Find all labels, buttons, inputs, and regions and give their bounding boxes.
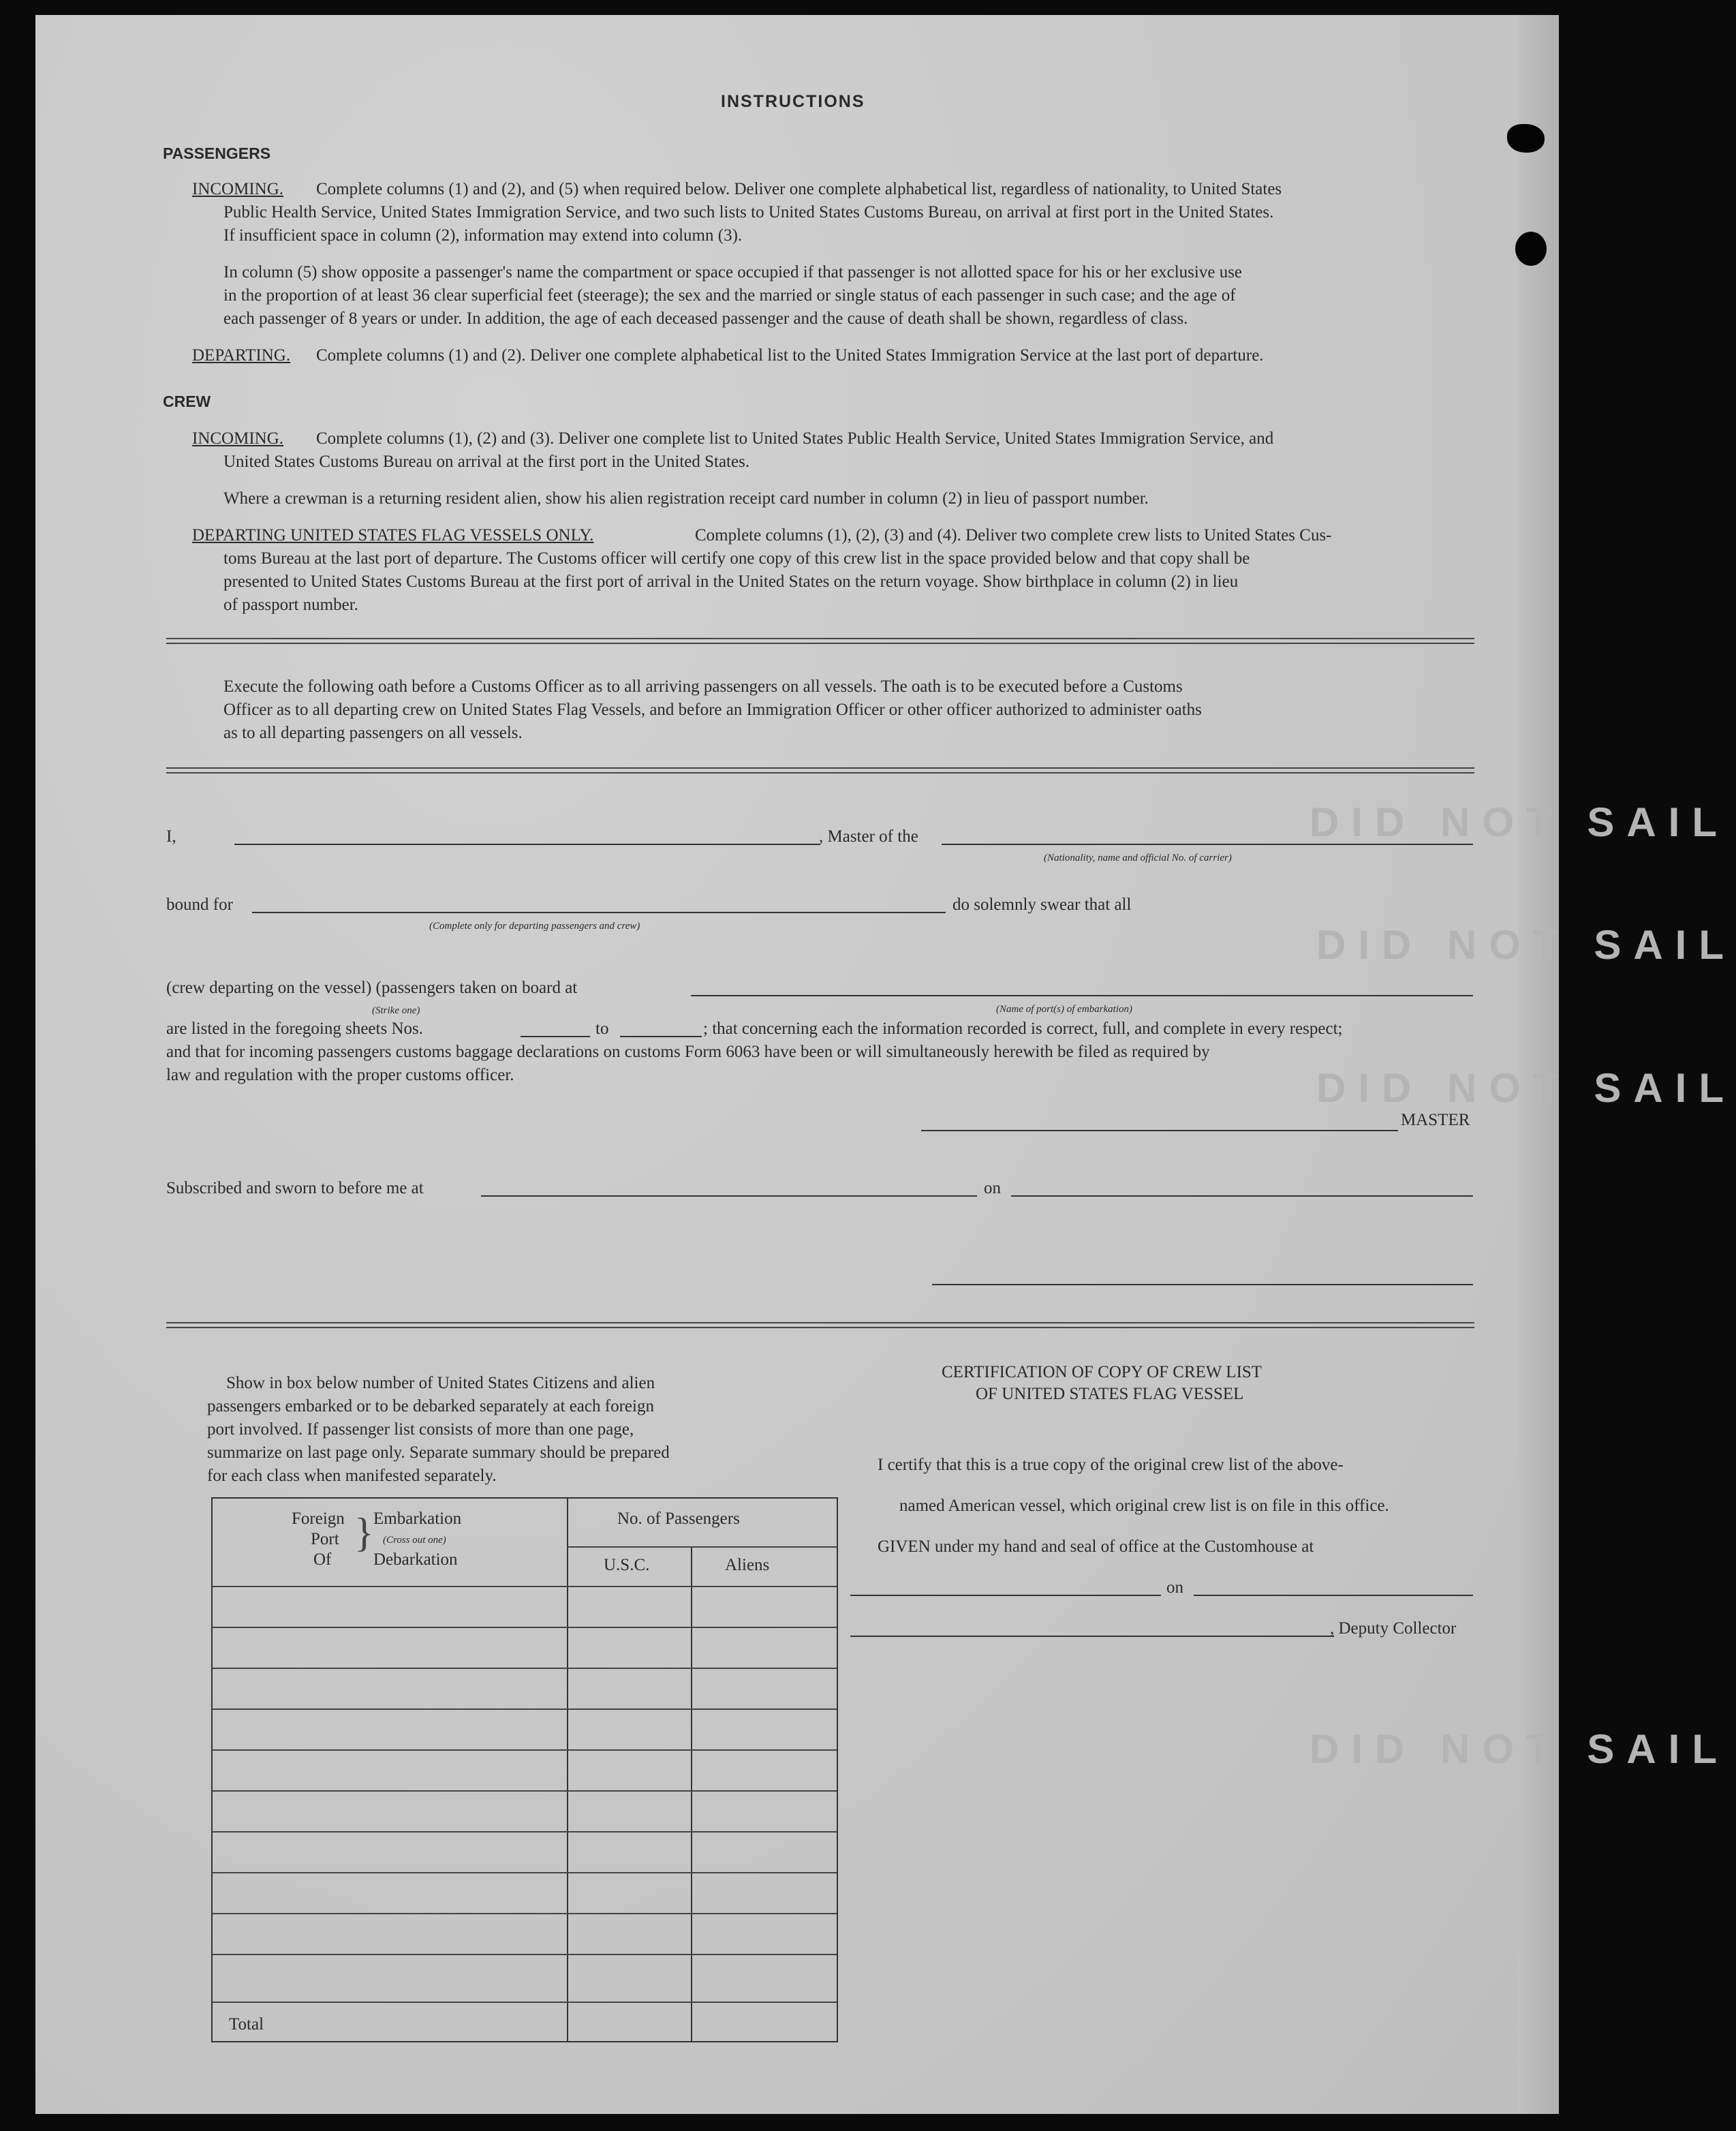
to-label: to (595, 1019, 609, 1038)
embarkation-ports-field[interactable] (691, 995, 1473, 996)
passengers-incoming-label: INCOMING. (192, 180, 284, 198)
certification-text: GIVEN under my hand and seal of office at the Customhouse at (878, 1537, 1314, 1556)
master-name-field[interactable] (234, 844, 820, 845)
column5-text: in the proportion of at least 36 clear superficial feet (steerage); the sex and the married or single status of each passenger in such case; and the age of (223, 286, 1236, 305)
table-row (213, 1790, 837, 1792)
sheet-from-field[interactable] (521, 1036, 590, 1037)
table-row (213, 1668, 837, 1669)
sheet-to-field[interactable] (620, 1036, 702, 1037)
crew-incoming-text: United States Customs Bureau on arrival at the first port in the United States. (223, 453, 750, 471)
table-total-row (213, 2002, 837, 2003)
subscribed-label: Subscribed and sworn to before me at (166, 1179, 424, 1197)
page-title: INSTRUCTIONS (721, 92, 865, 111)
on-label: on (984, 1179, 1001, 1197)
port-label: Port (311, 1530, 339, 1548)
passengers-departing-label: DEPARTING. (192, 346, 291, 365)
cross-out-note: (Cross out one) (383, 1535, 446, 1546)
crew-heading: CREW (163, 393, 211, 410)
crew-departing-text: toms Bureau at the last port of departure. The Customs officer will certify one copy of this crew list in the space provided below and that copy shall be (223, 549, 1250, 568)
section-divider (166, 638, 1474, 644)
aliens-column-header: Aliens (725, 1556, 770, 1574)
master-of-label: , Master of the (819, 827, 918, 846)
oath-instruction: Execute the following oath before a Customs Officer as to all arriving passengers on all vessels. The oath is to be executed before a Customs (223, 677, 1183, 696)
sworn-place-field[interactable] (481, 1195, 977, 1197)
crew-departing-text: (crew departing on the vessel) (passengers taken on board at (166, 979, 578, 997)
table-column-divider (567, 1499, 568, 2041)
brace-glyph: } (354, 1510, 374, 1555)
embarkation-label: Embarkation (373, 1509, 462, 1528)
bleed-through-text: DID NOT SAIL (1309, 1726, 1729, 1772)
table-row (213, 1749, 837, 1751)
oath-instruction: Officer as to all departing crew on United States Flag Vessels, and before an Immigration Officer or other officer authorized to administer oaths (223, 701, 1202, 719)
bound-for-field[interactable] (252, 912, 946, 913)
crew-incoming-label: INCOMING. (192, 429, 284, 448)
foreign-label: Foreign (292, 1509, 345, 1528)
passengers-incoming-text: If insufficient space in column (2), information may extend into column (3). (223, 226, 743, 245)
sworn-date-field[interactable] (1011, 1195, 1473, 1197)
concerning-text: ; that concerning each the information recorded is correct, full, and complete in every respect; (703, 1019, 1343, 1038)
summary-text: port involved. If passenger list consists of more than one page, (207, 1420, 634, 1439)
complete-note: (Complete only for departing passengers and crew) (429, 921, 640, 932)
certification-text: I certify that this is a true copy of the original crew list of the above- (878, 1456, 1344, 1474)
law-text: law and regulation with the proper customs officer. (166, 1066, 514, 1084)
master-signature-field[interactable] (921, 1130, 1398, 1131)
bleed-through-text: DID NOT SAIL (1309, 799, 1729, 845)
table-row (213, 1872, 837, 1873)
table-row (213, 1708, 837, 1710)
table-row (213, 1627, 837, 1628)
law-text: and that for incoming passengers customs baggage declarations on customs Form 6063 have been or will simultaneously herewith be filed as required by (166, 1043, 1210, 1061)
certification-title: CERTIFICATION OF COPY OF CREW LIST (942, 1363, 1262, 1381)
document-page (35, 15, 1736, 2114)
column5-text: each passenger of 8 years or under. In addition, the age of each deceased passenger and the cause of death shall be shown, regardless of class. (223, 309, 1188, 328)
customhouse-field[interactable] (850, 1595, 1161, 1596)
crew-resident-text: Where a crewman is a returning resident alien, show his alien registration receipt card number in column (2) in lieu of passport number. (223, 489, 1149, 508)
punch-hole (1507, 124, 1545, 153)
no-passengers-label: No. of Passengers (617, 1509, 740, 1528)
column5-text: In column (5) show opposite a passenger's name the compartment or space occupied if that passenger is not allotted space for his or her exclusive use (223, 263, 1243, 281)
table-row (213, 1913, 837, 1914)
certification-title: OF UNITED STATES FLAG VESSEL (976, 1385, 1244, 1403)
listed-text: are listed in the foregoing sheets Nos. (166, 1019, 423, 1038)
table-row (213, 1831, 837, 1833)
table-row (213, 1954, 837, 1955)
section-divider (166, 767, 1474, 773)
passengers-incoming-text: Complete columns (1) and (2), and (5) when required below. Deliver one complete alphabetical list, regardless of nationality, to United States (316, 180, 1282, 198)
carrier-field[interactable] (942, 844, 1473, 845)
crew-departing-text: presented to United States Customs Bureau at the first port of arrival in the United States on the return voyage. Show birthplace in column (2) in lieu (223, 572, 1239, 591)
summary-text: Show in box below number of United States Citizens and alien (226, 1374, 655, 1392)
crew-departing-text: of passport number. (223, 596, 358, 614)
certification-on-label: on (1166, 1578, 1183, 1597)
bound-for-label: bound for (166, 895, 233, 914)
summary-text: passengers embarked or to be debarked separately at each foreign (207, 1397, 654, 1415)
officer-signature-field[interactable] (932, 1284, 1473, 1285)
punch-hole (1515, 232, 1547, 266)
total-label: Total (229, 2015, 264, 2034)
section-divider (166, 1322, 1474, 1328)
certification-text: named American vessel, which original crew list is on file in this office. (899, 1497, 1389, 1515)
passengers-heading: PASSENGERS (163, 144, 271, 162)
oath-i-label: I, (166, 827, 176, 846)
usc-column-header: U.S.C. (604, 1556, 650, 1574)
table-column-divider (691, 1546, 692, 2041)
table-header-divider (567, 1546, 837, 1548)
summary-text: for each class when manifested separately. (207, 1467, 497, 1485)
crew-departing-text: Complete columns (1), (2), (3) and (4). Deliver two complete crew lists to United States Cus- (695, 526, 1332, 545)
strike-one-note: (Strike one) (372, 1005, 420, 1016)
bleed-through-text: DID NOT SAIL (1316, 1065, 1736, 1111)
summary-text: summarize on last page only. Separate summary should be prepared (207, 1443, 670, 1462)
bleed-through-text: DID NOT SAIL (1316, 922, 1736, 968)
certification-date-field[interactable] (1194, 1595, 1473, 1596)
of-label: Of (313, 1550, 332, 1569)
deputy-collector-label: , Deputy Collector (1330, 1619, 1457, 1638)
crew-incoming-text: Complete columns (1), (2) and (3). Deliver one complete list to United States Public Health Service, United States Immigration Service, and (316, 429, 1274, 448)
passenger-summary-table (211, 1497, 838, 2042)
oath-instruction: as to all departing passengers on all vessels. (223, 724, 523, 742)
deputy-signature-field[interactable] (850, 1636, 1334, 1637)
passengers-departing-text: Complete columns (1) and (2). Deliver one complete alphabetical list to the United States Immigration Service at the last port of departure. (316, 346, 1264, 365)
master-label: MASTER (1401, 1111, 1470, 1129)
swear-text: do solemnly swear that all (952, 895, 1132, 914)
nationality-note: (Nationality, name and official No. of carrier) (1044, 853, 1232, 863)
crew-departing-label: DEPARTING UNITED STATES FLAG VESSELS ONLY. (192, 526, 594, 545)
ports-note: (Name of port(s) of embarkation) (996, 1004, 1132, 1015)
passengers-incoming-text: Public Health Service, United States Immigration Service, and two such lists to United States Customs Bureau, on arrival at first port in the United States. (223, 203, 1274, 221)
table-row (213, 1586, 837, 1587)
debarkation-label: Debarkation (373, 1550, 458, 1569)
